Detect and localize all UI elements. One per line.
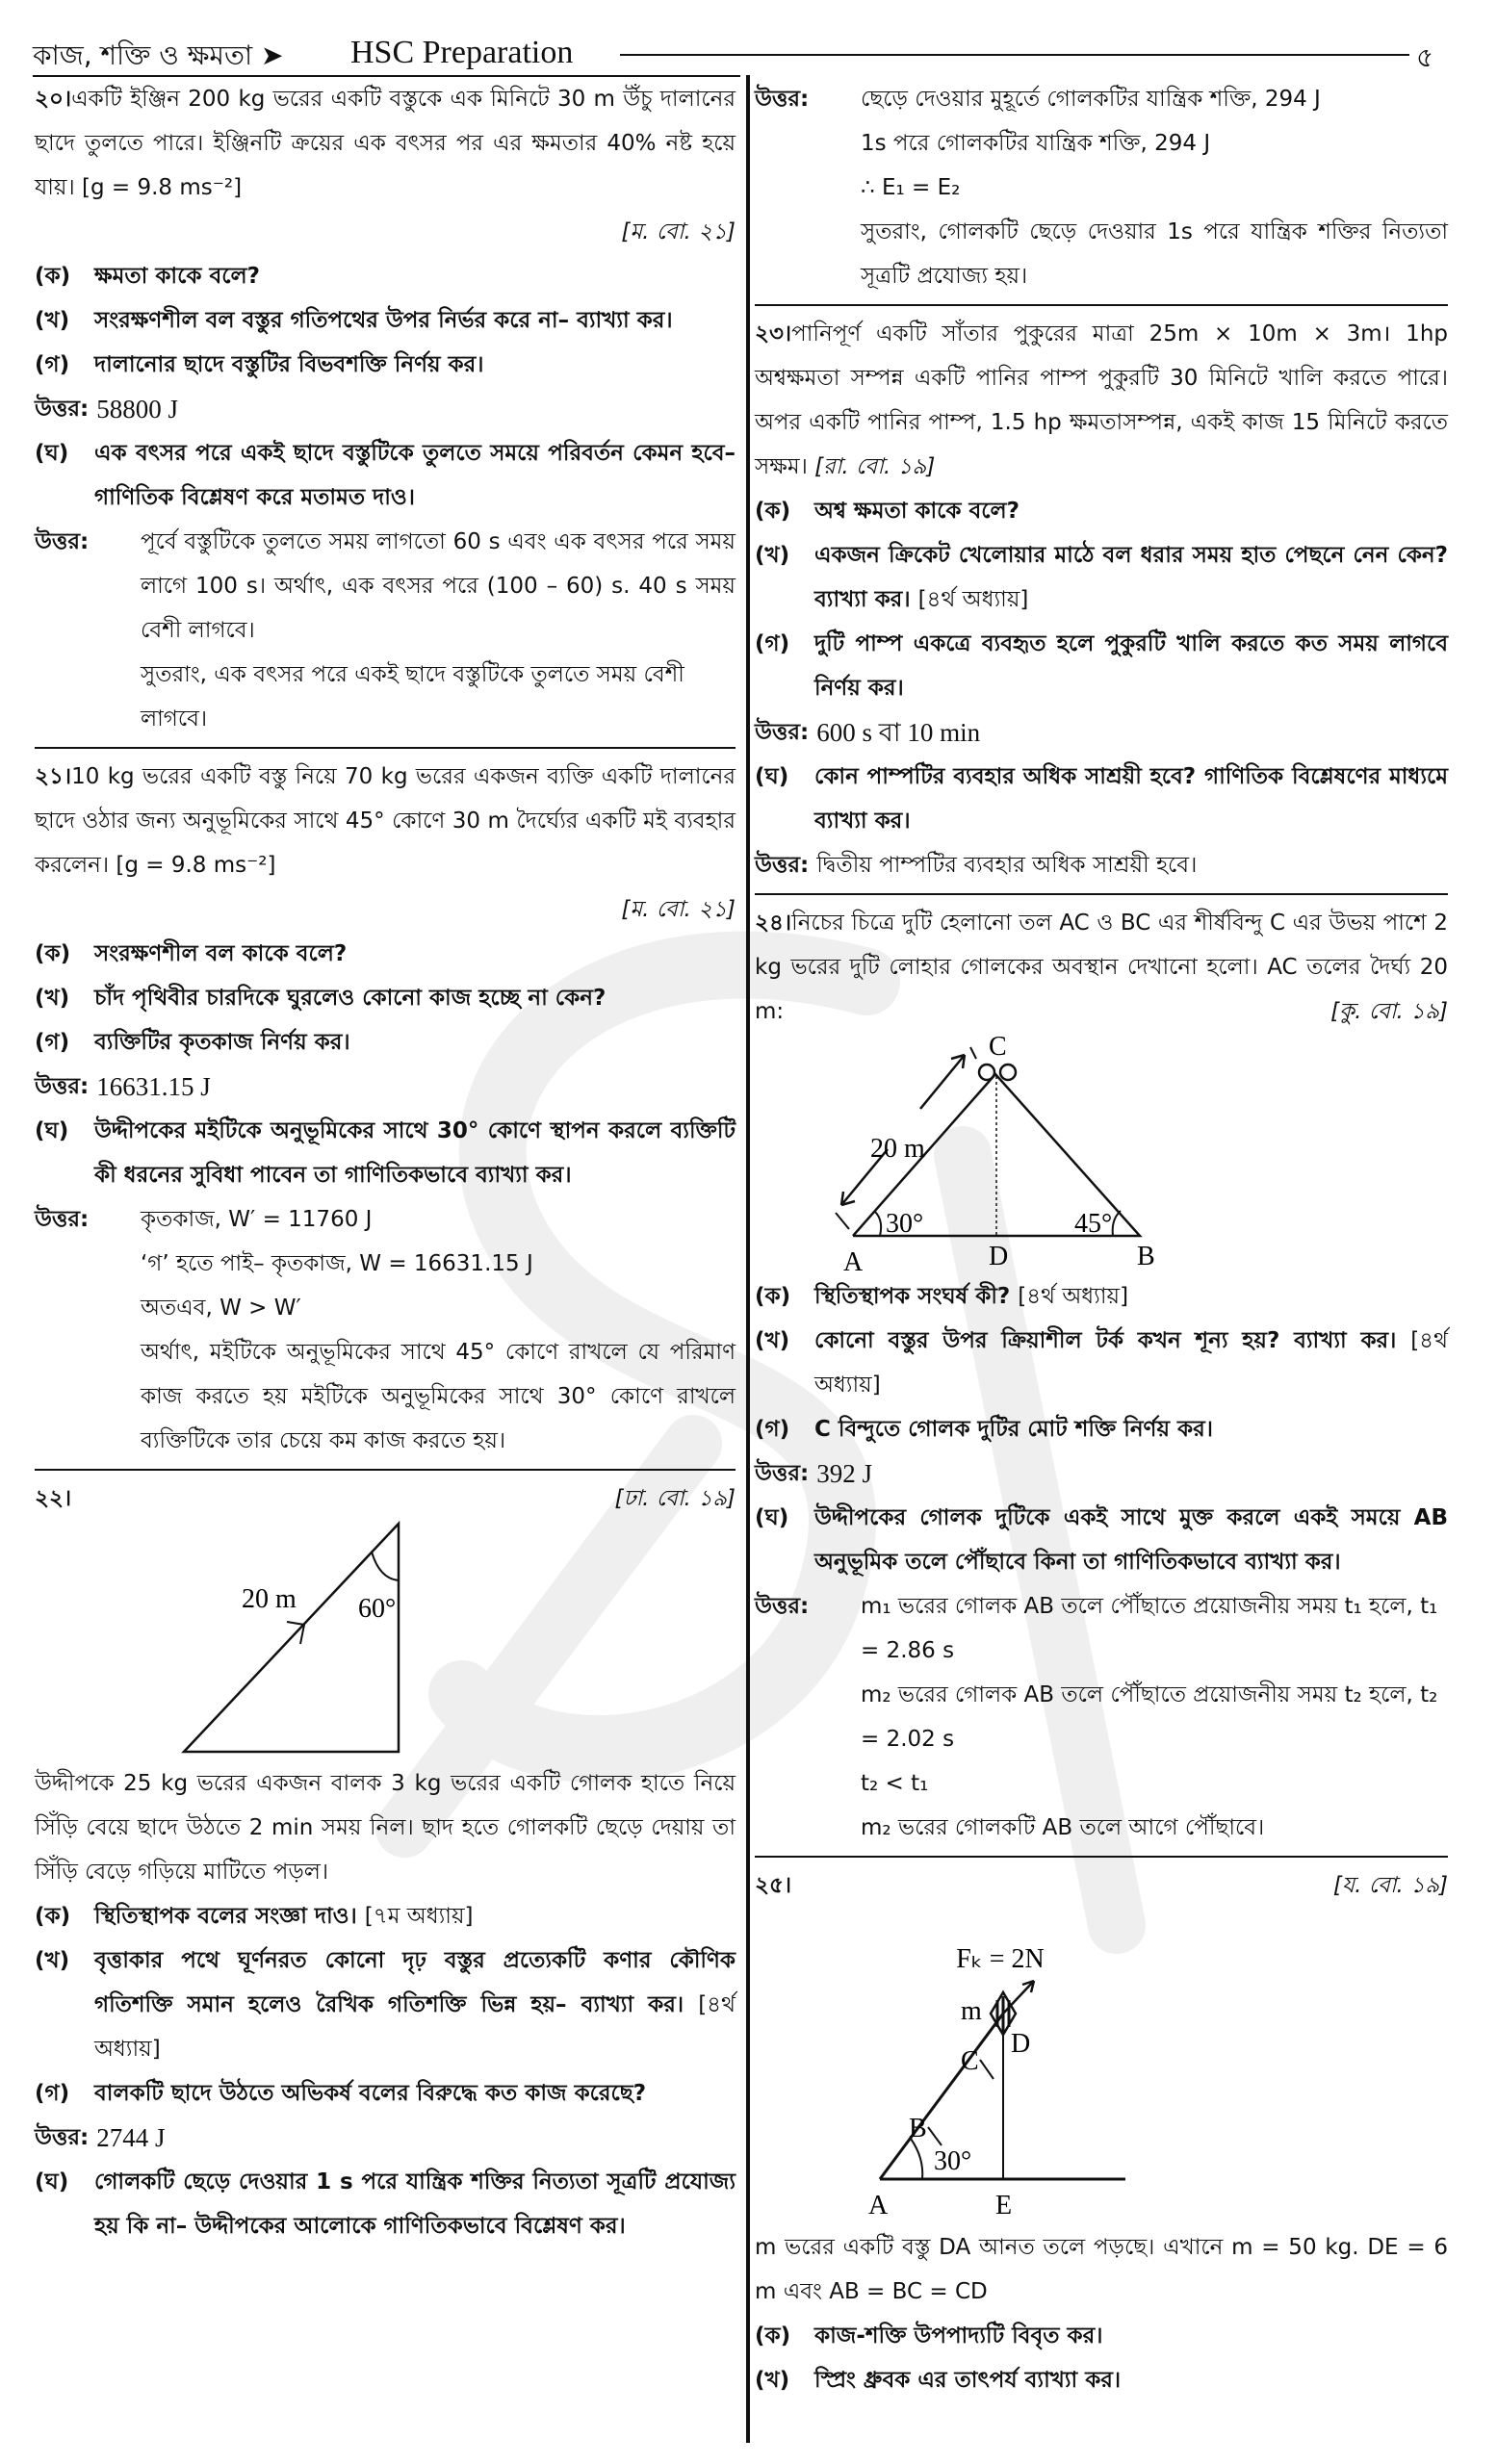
answer-gha: উত্তর: m₁ ভরের গোলক AB তলে পৌঁছাতে প্রয়োজনীয় সময় t₁ হলে, t₁ = 2.86 s xyxy=(755,1594,1438,1663)
length-arrow-upper xyxy=(920,1055,965,1109)
subquestion-kha: (খ) চাঁদ পৃথিবীর চারদিকে ঘুরলেও কোনো কাজ হচ্ছে না কেন? xyxy=(35,986,607,1011)
question-number: ২৫। xyxy=(755,1873,792,1898)
subquestion-ka: (ক) সংরক্ষণশীল বল কাকে বলে? xyxy=(35,941,348,966)
two-incline-figure xyxy=(755,1034,1448,1274)
question-source: [রা. বো. ১৯] xyxy=(814,454,936,479)
mark-b xyxy=(928,2127,942,2145)
header-rule xyxy=(620,54,1409,56)
question-source: [ঢা. বো. ১৯] xyxy=(614,1486,736,1511)
subquestion-ga: (গ) বালকটি ছাদে উঠতে অভিকর্ষ বলের বিরুদ্ধে কত কাজ করেছে? xyxy=(35,2081,647,2106)
answer-gha-line: অতএব, W > W′ xyxy=(141,1296,301,1321)
length-label: 20 m xyxy=(870,1134,925,1164)
subquestion-kha: (খ) সংরক্ষণশীল বল বস্তুর গতিপথের উপর নির্ভর করে না– ব্যাখ্যা কর। xyxy=(35,308,673,333)
point-b-label: B xyxy=(1137,1242,1155,1271)
subquestion-kha: (খ) বৃত্তাকার পথে ঘূর্ণনরত কোনো দৃঢ় বস্তুর প্রত্যেকটি কণার কৌণিক গতিশক্তি সমান হলেও রৈখিক গতিশক্তি ভিন্ন হয়– ব্যাখ্যা কর। [৪র্থ অধ্যায়] xyxy=(35,1948,736,2062)
question-25 xyxy=(755,1863,1448,2402)
point-c-label: C xyxy=(989,1034,1007,1062)
question-22-answer-continued xyxy=(755,77,1448,298)
question-20 xyxy=(35,77,736,741)
answer-ga: উত্তর: 16631.15 J xyxy=(35,1072,211,1101)
subquestion-kha: (খ) একজন ক্রিকেট খেলোয়ার মাঠে বল ধরার সময় হাত পেছনে নেন কেন? ব্যাখ্যা কর। [৪র্থ অধ্যায়] xyxy=(755,543,1448,612)
question-separator xyxy=(755,304,1448,306)
left-column xyxy=(35,77,736,2248)
question-source: [য. বো. ১৯] xyxy=(1332,1873,1448,1898)
figure-stroke xyxy=(836,1213,849,1229)
triangle-shape xyxy=(184,1524,399,1752)
question-23 xyxy=(755,312,1448,887)
answer-ga: উত্তর: 58800 J xyxy=(35,395,178,424)
answer-gha-conclusion: m₂ ভরের গোলকটি AB তলে আগে পৌঁছাবে। xyxy=(861,1815,1265,1840)
mark-c xyxy=(980,2060,994,2079)
subquestion-ka: (ক) ক্ষমতা কাকে বলে? xyxy=(35,264,260,289)
answer-gha-conclusion: অর্থাৎ, মইটিকে অনুভূমিকের সাথে 45° কোণে রাখলে যে পরিমাণ কাজ করতে হয় মইটিকে অনুভূমিকের সাথে 30° কোণে রাখলে ব্যক্তিটিকে তার চেয়ে কম কাজ করতে হয়। xyxy=(141,1340,736,1453)
point-d-label: D xyxy=(989,1242,1009,1271)
question-21 xyxy=(35,755,736,1463)
subquestion-ka: (ক) স্থিতিস্থাপক সংঘর্ষ কী? [৪র্থ অধ্যায়] xyxy=(755,1284,1129,1309)
force-label: Fₖ = 2N xyxy=(956,1944,1045,1974)
answer-gha: উত্তর: পূর্বে বস্তুটিকে তুলতে সময় লাগতো 60 s এবং এক বৎসর পরে সময় লাগে 100 s। অর্থাৎ, এক বৎসর পরে (100 – 60) s. 40 s সময় বেশী লাগবে। xyxy=(35,529,736,643)
angle-arc-a xyxy=(874,1211,881,1236)
angle-label: 30° xyxy=(934,2146,972,2176)
page-header xyxy=(33,35,1467,73)
subquestion-ga: (গ) ব্যক্তিটির কৃতকাজ নির্ণয় কর। xyxy=(35,1030,350,1055)
iron-ball-right xyxy=(1000,1065,1016,1080)
question-number: ২২। xyxy=(35,1486,72,1511)
question-number: ২০। xyxy=(35,87,72,112)
angle-label: 60° xyxy=(358,1594,397,1624)
subquestion-ga: (গ) C বিন্দুতে গোলক দুটির মোট শক্তি নির্ণয় কর। xyxy=(755,1417,1213,1442)
subquestion-ka: (ক) স্থিতিস্থাপক বলের সংজ্ঞা দাও। [৭ম অধ্যায়] xyxy=(35,1904,474,1929)
answer-gha-line: m₂ ভরের গোলক AB তলে পৌঁছাতে প্রয়োজনীয় সময় t₂ হলে, t₂ = 2.02 s xyxy=(861,1682,1438,1752)
angle-a-label: 30° xyxy=(886,1209,924,1239)
subquestion-gha: (ঘ) উদ্দীপকের গোলক দুটিকে একই সাথে মুক্ত করলে একই সময়ে AB অনুভূমিক তলে পৌঁছাবে কিনা তা গাণিতিকভাবে ব্যাখ্যা কর। xyxy=(755,1505,1448,1575)
angle-arc xyxy=(372,1552,399,1580)
question-stem: উদ্দীপকে 25 kg ভরের একজন বালক 3 kg ভরের একটি গোলক হাতে নিয়ে সিঁড়ি বেয়ে ছাদে উঠতে 2 min সময় নিল। ছাদ হতে গোলকটি ছেড়ে দেয়ায় তা সিঁড়ি বেড়ে গড়িয়ে মাটিতে পড়ল। xyxy=(35,1771,736,1885)
question-source: [ম. বো. ২১] xyxy=(621,219,736,244)
point-b-label: B xyxy=(909,2114,927,2143)
right-column xyxy=(755,77,1448,2402)
column-divider xyxy=(746,75,750,2443)
page-number: ৫ xyxy=(1416,41,1434,73)
point-a-label: A xyxy=(843,1247,864,1274)
question-stem: 10 kg ভরের একটি বস্তু নিয়ে 70 kg ভরের একজন ব্যক্তি একটি দালানের ছাদে ওঠার জন্য অনুভূমিকের সাথে 45° কোণে 30 m দৈর্ঘ্যের একটি মই ব্যবহার করলেন। [g = 9.8 ms⁻²] xyxy=(35,764,736,878)
incline-figure xyxy=(35,1521,736,1761)
question-source: [কু. বো. ১৯] xyxy=(1330,999,1448,1024)
book-title: HSC Preparation xyxy=(350,35,574,70)
length-label: 20 m xyxy=(242,1584,297,1614)
answer-gha-line: t₂ < t₁ xyxy=(861,1771,929,1796)
subquestion-kha: (খ) কোনো বস্তুর উপর ক্রিয়াশীল টর্ক কখন শূন্য হয়? ব্যাখ্যা কর। [৪র্থ অধ্যায়] xyxy=(755,1328,1448,1398)
question-separator xyxy=(35,747,736,749)
question-separator xyxy=(755,1856,1448,1858)
question-stem: পানিপূর্ণ একটি সাঁতার পুকুরের মাত্রা 25m × 10m × 3m। 1hp অশ্বক্ষমতা সম্পন্ন একটি পানির পাম্প পুকুরটি 30 মিনিটে খালি করতে পারে। অপর একটি পানির পাম্প, 1.5 hp ক্ষমতাসম্পন্ন, একই কাজ 15 মিনিটে করতে সক্ষম। xyxy=(755,321,1448,479)
answer-gha: উত্তর: ছেড়ে দেওয়ার মুহূর্তে গোলকটির যান্ত্রিক শক্তি, 294 J xyxy=(755,87,1321,112)
force-arrow xyxy=(1003,1981,1034,2014)
subquestion-ga: (গ) দালানোর ছাদে বস্তুটির বিভবশক্তি নির্ণয় কর। xyxy=(35,352,484,377)
question-separator xyxy=(35,1469,736,1471)
answer-ga: উত্তর: 392 J xyxy=(755,1459,872,1488)
question-separator xyxy=(755,893,1448,895)
answer-gha: উত্তর: কৃতকাজ, W′ = 11760 J xyxy=(35,1207,373,1232)
point-c-label: C xyxy=(961,2046,979,2076)
subquestion-gha: (ঘ) এক বৎসর পরে একই ছাদে বস্তুটিকে তুলতে সময়ে পরিবর্তন কেমন হবে– গাণিতিক বিশ্লেষণ করে মতামত দাও। xyxy=(35,441,736,510)
angle-arc xyxy=(911,2139,922,2179)
question-source: [ম. বো. ২১] xyxy=(621,897,736,922)
question-22 xyxy=(35,1476,736,2248)
question-24 xyxy=(755,901,1448,1850)
answer-gha-line: 1s পরে গোলকটির যান্ত্রিক শক্তি, 294 J xyxy=(861,131,1211,156)
subquestion-gha: (ঘ) উদ্দীপকের মইটিকে অনুভূমিকের সাথে 30° কোণে স্থাপন করলে ব্যক্তিটি কী ধরনের সুবিধা পাবেন তা গাণিতিকভাবে ব্যাখ্যা কর। xyxy=(35,1118,736,1188)
question-number: ২৩। xyxy=(755,321,792,346)
answer-ga: উত্তর: 2744 J xyxy=(35,2123,166,2152)
subquestion-ka: (ক) কাজ-শক্তি উপপাদ্যটি বিবৃত কর। xyxy=(755,2323,1103,2348)
subquestion-gha: (ঘ) গোলকটি ছেড়ে দেওয়ার 1 s পরে যান্ত্রিক শক্তির নিত্যতা সূত্রটি প্রযোজ্য হয় কি না– উদ্দীপকের আলোকে গাণিতিকভাবে বিশ্লেষণ কর। xyxy=(35,2169,736,2239)
subquestion-gha: (ঘ) কোন পাম্পটির ব্যবহার অধিক সাশ্রয়ী হবে? গাণিতিক বিশ্লেষণের মাধ্যমে ব্যাখ্যা কর। xyxy=(755,764,1448,834)
point-e-label: E xyxy=(995,2191,1013,2220)
iron-ball-left xyxy=(979,1065,994,1080)
answer-gha-conclusion: সুতরাং, গোলকটি ছেড়ে দেওয়ার 1s পরে যান্ত্রিক শক্তির নিত্যতা সূত্রটি প্রযোজ্য হয়। xyxy=(861,219,1448,289)
figure-stroke xyxy=(970,1047,976,1059)
inclined-plane-figure xyxy=(755,1908,1448,2225)
answer-gha-line: ‘গ’ হতে পাই– কৃতকাজ, W = 16631.15 J xyxy=(141,1251,533,1276)
subquestion-ga: (গ) দুটি পাম্প একত্রে ব্যবহৃত হলে পুকুরটি খালি করতে কত সময় লাগবে নির্ণয় কর। xyxy=(755,631,1448,701)
chapter-title: কাজ, শক্তি ও ক্ষমতা ➤ xyxy=(33,39,284,71)
answer-gha-line: ∴ E₁ = E₂ xyxy=(861,175,961,200)
point-a-label: A xyxy=(868,2191,889,2220)
angle-b-label: 45° xyxy=(1074,1209,1113,1239)
question-stem: একটি ইঞ্জিন 200 kg ভরের একটি বস্তুকে এক মিনিটে 30 m উঁচু দালানের ছাদে তুলতে পারে। ইঞ্জিনটি ক্রয়ের এক বৎসর পর এর ক্ষমতার 40% নষ্ট হয়ে যায়। [g = 9.8 ms⁻²] xyxy=(35,87,736,200)
answer-gha: উত্তর: দ্বিতীয় পাম্পটির ব্যবহার অধিক সাশ্রয়ী হবে। xyxy=(755,853,1198,878)
mass-label: m xyxy=(961,1996,982,2026)
question-stem: নিচের চিত্রে দুটি হেলানো তল AC ও BC এর শীর্ষবিন্দু C এর উভয় পাশে 2 kg ভরের দুটি লোহার গোলকের অবস্থান দেখানো হলো। AC তলের দৈর্ঘ্য 20 m: xyxy=(755,911,1448,1024)
answer-ga: উত্তর: 600 s বা 10 min xyxy=(755,718,981,747)
subquestion-ka: (ক) অশ্ব ক্ষমতা কাকে বলে? xyxy=(755,499,1020,524)
subquestion-kha: (খ) স্প্রিং ধ্রুবক এর তাৎপর্য ব্যাখ্যা কর। xyxy=(755,2368,1122,2393)
answer-gha-conclusion: সুতরাং, এক বৎসর পরে একই ছাদে বস্তুটিকে তুলতে সময় বেশী লাগবে। xyxy=(141,662,684,732)
point-d-label: D xyxy=(1011,2029,1031,2059)
question-number: ২১। xyxy=(35,764,72,789)
question-stem: m ভরের একটি বস্তু DA আনত তলে পড়ছে। এখানে m = 50 kg. DE = 6 m এবং AB = BC = CD xyxy=(755,2235,1448,2304)
question-number: ২৪। xyxy=(755,911,792,936)
